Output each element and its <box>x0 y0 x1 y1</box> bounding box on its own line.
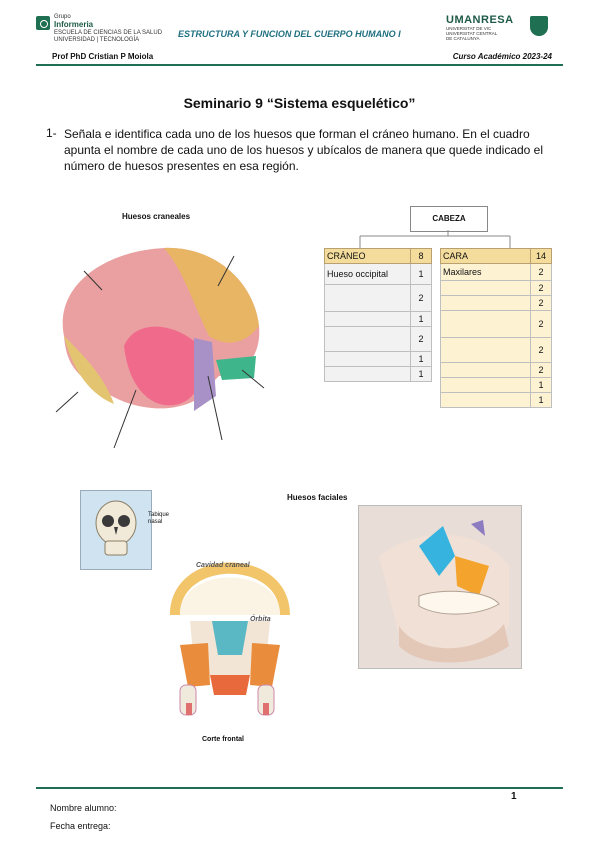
table-cell[interactable] <box>441 311 531 338</box>
academic-year: Curso Académico 2023-24 <box>452 52 552 61</box>
table-cell: 2 <box>531 338 552 363</box>
question-text: Señala e identifica cada uno de los huesos que forman el cráneo humano. En el cuadro apunta el nombre de cada uno de los huesos y ubícalos de manera que quede indicado el número de huesos presentes en esa región. <box>64 127 544 173</box>
table-cell[interactable]: Maxilares <box>441 264 531 281</box>
question-number: 1- <box>46 126 57 140</box>
table-cell[interactable] <box>441 281 531 296</box>
frontal-section-label: Corte frontal <box>202 736 244 743</box>
table-cell[interactable] <box>325 327 411 352</box>
table-cell[interactable] <box>441 378 531 393</box>
informeria-logo-icon <box>36 16 50 30</box>
table-cell: 1 <box>411 352 432 367</box>
table-cell[interactable] <box>325 367 411 382</box>
shield-icon <box>530 16 548 36</box>
cabeza-connectors <box>320 230 560 250</box>
cara-table <box>440 248 552 408</box>
lateral-face-skull <box>359 506 521 668</box>
table-cell: 2 <box>531 281 552 296</box>
table-cell[interactable]: Hueso occipital <box>325 264 411 285</box>
table-cell: 1 <box>411 367 432 382</box>
header-rule <box>36 64 563 66</box>
table-cell: 2 <box>411 285 432 312</box>
cara-header: CARA <box>441 249 531 264</box>
facial-bones-label: Huesos faciales <box>287 493 348 502</box>
cranial-bones-label: Huesos craneales <box>122 212 191 221</box>
cabeza-box: CABEZA <box>410 206 488 232</box>
facial-bones-illustration <box>358 505 522 669</box>
orbit-label: Órbita <box>250 616 271 623</box>
table-cell[interactable] <box>441 296 531 311</box>
table-cell: 1 <box>531 378 552 393</box>
professor-name: Prof PhD Cristian P Moiola <box>52 52 154 61</box>
student-name-label: Nombre alumno: <box>50 803 117 813</box>
table-cell[interactable] <box>325 312 411 327</box>
craneo-header: CRÁNEO <box>325 249 411 264</box>
table-cell[interactable] <box>325 285 411 312</box>
table-cell[interactable] <box>441 363 531 378</box>
table-cell: 2 <box>531 311 552 338</box>
craneo-table <box>324 248 432 382</box>
nasal-septum-label: Tabique nasal <box>148 512 170 525</box>
cara-count: 14 <box>531 249 552 264</box>
front-skull-icon <box>81 491 151 569</box>
table-cell: 2 <box>411 327 432 352</box>
table-cell[interactable] <box>441 338 531 363</box>
lateral-skull-illustration <box>44 226 274 452</box>
table-cell: 1 <box>531 393 552 408</box>
table-cell: 2 <box>531 363 552 378</box>
course-title: ESTRUCTURA Y FUNCION DEL CUERPO HUMANO I <box>178 29 401 39</box>
delivery-date-label: Fecha entrega: <box>50 821 111 831</box>
table-cell: 1 <box>411 312 432 327</box>
footer-rule <box>36 787 563 789</box>
skull-inset <box>80 490 152 570</box>
umanresa-logo: UMANRESA UNIVERSITAT DE VIC UNIVERSITAT CENTRAL DE CATALUNYA <box>446 14 556 48</box>
table-cell: 1 <box>411 264 432 285</box>
informeria-logo <box>36 14 166 46</box>
table-cell: 2 <box>531 296 552 311</box>
table-cell: 2 <box>531 264 552 281</box>
table-cell[interactable] <box>441 393 531 408</box>
table-cell[interactable] <box>325 352 411 367</box>
frontal-section-illustration <box>150 525 310 750</box>
cranial-cavity-label: Cavidad craneal <box>196 562 250 569</box>
craneo-count: 8 <box>411 249 432 264</box>
page-number: 1 <box>511 791 517 802</box>
page-title: Seminario 9 “Sistema esquelético” <box>183 95 416 111</box>
informeria-logo-text: Grupo Informeria ESCUELA DE CIENCIAS DE LA SALUD UNIVERSIDAD | TECNOLOGÍA <box>54 14 163 43</box>
